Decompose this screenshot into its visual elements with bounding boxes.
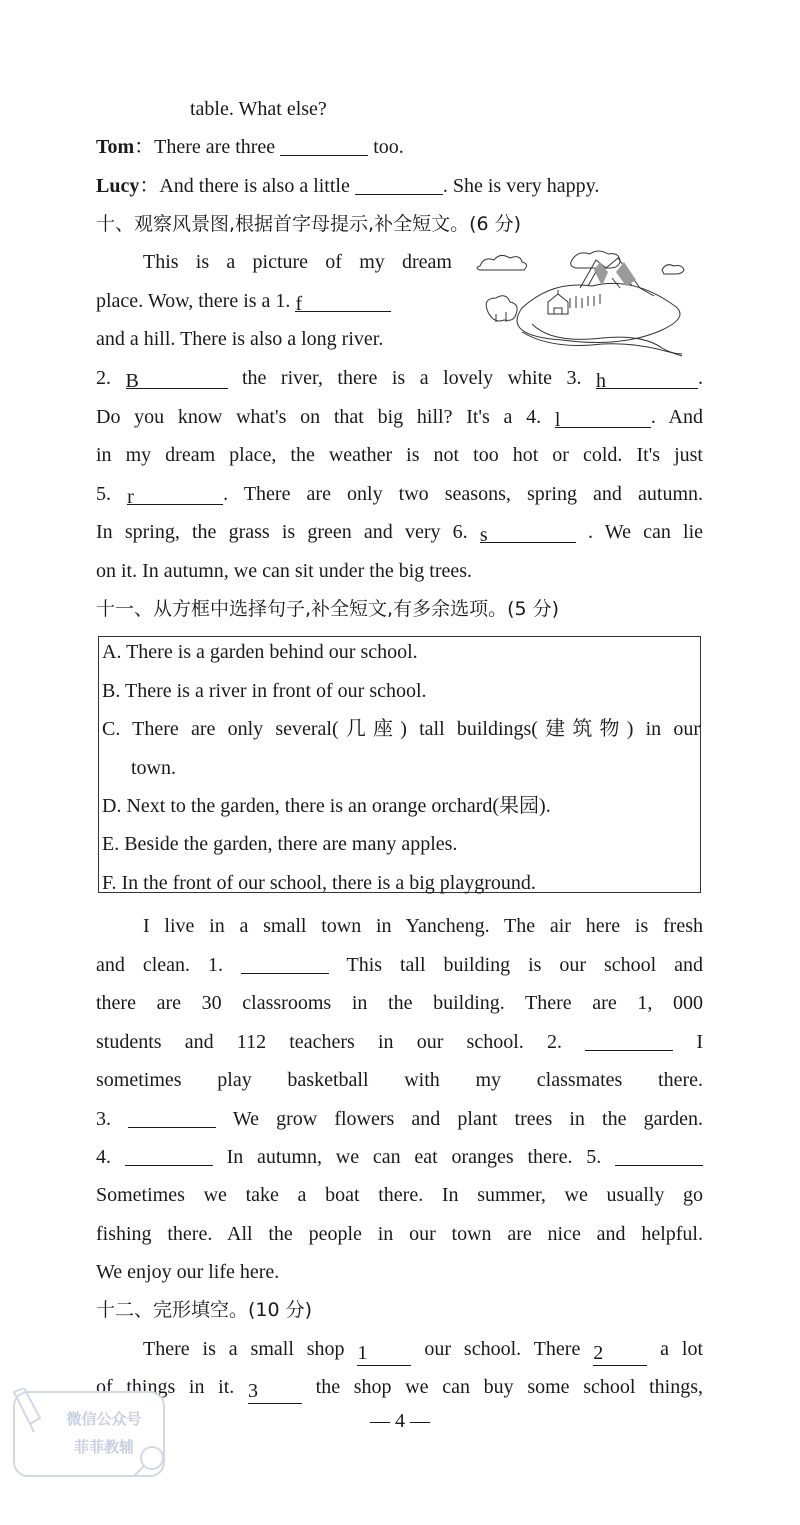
- section-10-heading: 十、观察风景图,根据首字母提示,补全短文。(6 分): [96, 213, 522, 235]
- answer-blank-4[interactable]: l: [555, 407, 651, 428]
- dialogue-line-1: table. What else?: [190, 98, 327, 120]
- answer-blank-5[interactable]: r: [127, 484, 223, 505]
- passage-line: Do you know what's on that big hill? It's a 4. l . And: [96, 406, 704, 431]
- answer-blank[interactable]: [280, 135, 368, 156]
- passage-line: and clean. 1. This tall building is our school and: [96, 954, 704, 976]
- passage-line: We enjoy our life here.: [96, 1261, 280, 1283]
- section-11-heading: 十一、从方框中选择句子,补全短文,有多余选项。(5 分): [96, 598, 560, 620]
- passage-line: on it. In autumn, we can sit under the big trees.: [96, 560, 473, 582]
- cloze-line: of things in it. 3 the shop we can buy some school things,: [96, 1376, 704, 1402]
- passage-line: sometimes play basketball with my classmates there.: [96, 1069, 703, 1091]
- answer-blank[interactable]: [355, 174, 443, 195]
- answer-blank-3[interactable]: h: [596, 368, 698, 389]
- section-12-heading: 十二、完形填空。(10 分): [96, 1299, 313, 1321]
- cloze-blank-1[interactable]: 1: [357, 1343, 411, 1366]
- passage-line: and a hill. There is also a long river.: [96, 328, 384, 350]
- passage-line: 3. We grow flowers and plant trees in the garden.: [96, 1108, 703, 1130]
- option-a: A. There is a garden behind our school.: [102, 641, 418, 663]
- option-d: D. Next to the garden, there is an orange orchard(果园).: [102, 795, 551, 817]
- passage-line: In spring, the grass is green and very 6. s . We can lie: [96, 521, 704, 546]
- cloze-blank-3[interactable]: 3: [248, 1381, 302, 1404]
- cloze-line: There is a small shop 1 our school. There 2 a lot: [143, 1338, 704, 1364]
- passage-line: place. Wow, there is a 1. f: [96, 288, 456, 314]
- passage-line: 2. B the river, there is a lovely white 3. h .: [96, 367, 703, 392]
- passage-line: 4. In autumn, we can eat oranges there. 5.: [96, 1144, 703, 1170]
- option-c: C. There are only several(几座) tall buildings(建筑物) in our: [102, 718, 700, 740]
- speaker-tom: Tom: [96, 136, 135, 158]
- option-f: F. In the front of our school, there is a big playground.: [102, 872, 536, 894]
- option-e: E. Beside the garden, there are many apples.: [102, 833, 458, 855]
- answer-blank-3[interactable]: [128, 1107, 216, 1128]
- answer-blank-1[interactable]: [241, 953, 329, 974]
- answer-blank-2[interactable]: [585, 1030, 673, 1051]
- watermark-line-1: 微信公众号: [66, 1410, 142, 1428]
- answer-blank-4[interactable]: [125, 1145, 213, 1166]
- page-number: — 4 —: [370, 1410, 430, 1432]
- pen-magnifier-icon: [10, 1388, 170, 1478]
- passage-line: This is a picture of my dream: [143, 251, 452, 273]
- option-c-continued: town.: [131, 757, 176, 779]
- option-b: B. There is a river in front of our school.: [102, 680, 427, 702]
- speaker-lucy: Lucy: [96, 175, 140, 197]
- passage-line: students and 112 teachers in our school. 2. I: [96, 1031, 703, 1053]
- passage-line: fishing there. All the people in our town are nice and helpful.: [96, 1223, 703, 1245]
- passage-line: Sometimes we take a boat there. In summer, we usually go: [96, 1184, 703, 1206]
- watermark: [10, 1388, 170, 1478]
- passage-line: 5. r . There are only two seasons, spring and autumn.: [96, 483, 703, 508]
- dialogue-line-lucy: Lucy：And there is also a little . She is very happy.: [96, 175, 600, 197]
- answer-blank-6[interactable]: s: [480, 522, 576, 543]
- answer-blank-5[interactable]: [615, 1145, 703, 1166]
- cloze-blank-2[interactable]: 2: [593, 1343, 647, 1366]
- landscape-picture: [462, 248, 702, 358]
- dialogue-line-tom: Tom：There are three too.: [96, 136, 404, 158]
- passage-line: in my dream place, the weather is not too hot or cold. It's just: [96, 444, 703, 466]
- answer-blank-2[interactable]: B: [126, 368, 228, 389]
- passage-line: there are 30 classrooms in the building. There are 1, 000: [96, 992, 703, 1014]
- answer-blank-1[interactable]: f: [295, 291, 391, 312]
- watermark-line-2: 菲菲教辅: [73, 1438, 134, 1456]
- passage-line: I live in a small town in Yancheng. The air here is fresh: [143, 915, 703, 937]
